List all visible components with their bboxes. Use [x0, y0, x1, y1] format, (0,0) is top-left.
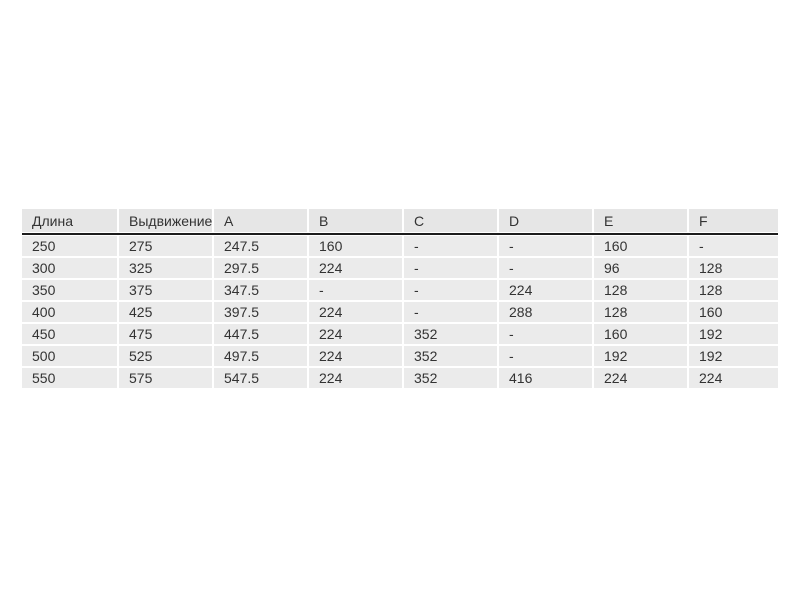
table-cell: 450 [22, 324, 117, 344]
table-cell: 375 [119, 280, 212, 300]
table-cell: 397.5 [214, 302, 307, 322]
table-row [22, 346, 778, 366]
table-cell: 224 [309, 302, 402, 322]
table-body [22, 236, 778, 388]
table-cell: 224 [499, 280, 592, 300]
column-header-d: D [499, 209, 592, 232]
table-cell: 500 [22, 346, 117, 366]
table-cell: 352 [404, 324, 497, 344]
table-cell: 275 [119, 236, 212, 256]
table-cell: 224 [689, 368, 778, 388]
table-cell: 96 [594, 258, 687, 278]
table-cell: 224 [309, 324, 402, 344]
table-cell: 160 [594, 236, 687, 256]
table-cell: 192 [689, 346, 778, 366]
table-cell: 160 [689, 302, 778, 322]
table-cell: 224 [309, 258, 402, 278]
column-header-f: F [689, 209, 778, 232]
table-cell: 325 [119, 258, 212, 278]
column-header-a: A [214, 209, 307, 232]
table-row [22, 258, 778, 278]
table-cell: - [689, 236, 778, 256]
table-cell: - [499, 324, 592, 344]
table-cell: 128 [594, 302, 687, 322]
table-cell: - [499, 346, 592, 366]
table-cell: - [404, 236, 497, 256]
table-cell: 416 [499, 368, 592, 388]
table-cell: 352 [404, 346, 497, 366]
table-row [22, 368, 778, 388]
table-row [22, 302, 778, 322]
table-cell: 247.5 [214, 236, 307, 256]
header-divider-rule [22, 233, 778, 235]
table-cell: 160 [594, 324, 687, 344]
table-cell: 497.5 [214, 346, 307, 366]
table-cell: 447.5 [214, 324, 307, 344]
table-cell: 425 [119, 302, 212, 322]
table-cell: 300 [22, 258, 117, 278]
column-header-e: E [594, 209, 687, 232]
table-cell: - [404, 280, 497, 300]
column-header-length: Длина [22, 209, 117, 232]
table-cell: 352 [404, 368, 497, 388]
column-header-extension: Выдвижение [119, 209, 212, 232]
table-row [22, 280, 778, 300]
table-cell: 250 [22, 236, 117, 256]
table-cell: 128 [689, 280, 778, 300]
table-cell: 192 [689, 324, 778, 344]
table-cell: - [499, 236, 592, 256]
table-cell: 160 [309, 236, 402, 256]
table-cell: - [309, 280, 402, 300]
table-cell: 224 [594, 368, 687, 388]
table-cell: 192 [594, 346, 687, 366]
table-header-row [22, 209, 778, 232]
table-cell: 547.5 [214, 368, 307, 388]
dimensions-table [22, 209, 778, 388]
table-cell: 297.5 [214, 258, 307, 278]
table-cell: 575 [119, 368, 212, 388]
table-cell: 475 [119, 324, 212, 344]
table-row [22, 236, 778, 256]
table-cell: 550 [22, 368, 117, 388]
table-cell: 128 [689, 258, 778, 278]
table-cell: 350 [22, 280, 117, 300]
table-cell: 347.5 [214, 280, 307, 300]
table-cell: 288 [499, 302, 592, 322]
table-cell: - [499, 258, 592, 278]
table-cell: 224 [309, 368, 402, 388]
table-cell: 525 [119, 346, 212, 366]
column-header-c: C [404, 209, 497, 232]
table-row [22, 324, 778, 344]
table-cell: 400 [22, 302, 117, 322]
table-cell: - [404, 258, 497, 278]
column-header-b: B [309, 209, 402, 232]
table-cell: 224 [309, 346, 402, 366]
table-cell: - [404, 302, 497, 322]
table-cell: 128 [594, 280, 687, 300]
